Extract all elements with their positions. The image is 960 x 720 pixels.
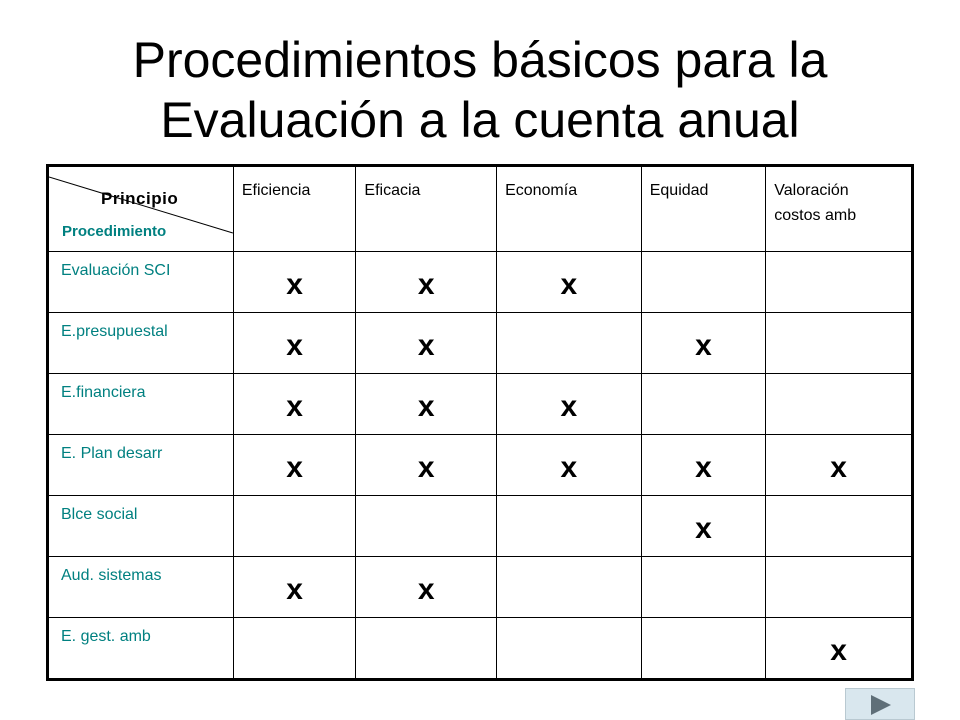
matrix-cell [233, 557, 356, 618]
matrix-cell [641, 313, 766, 374]
matrix-cell [766, 374, 913, 435]
row-header [48, 435, 234, 496]
matrix-cell [233, 496, 356, 557]
header-row [48, 166, 913, 252]
matrix-cell [233, 618, 356, 680]
matrix-cell [766, 496, 913, 557]
check-mark: x [286, 451, 303, 484]
check-mark [642, 374, 766, 392]
check-mark [497, 618, 641, 636]
column-header-economia [497, 166, 642, 252]
row-label: E.presupuestal [61, 323, 168, 340]
check-mark [356, 496, 496, 514]
matrix-cell [356, 252, 497, 313]
matrix-cell [497, 557, 642, 618]
matrix-cell [497, 435, 642, 496]
check-mark: x [830, 451, 847, 484]
next-slide-button[interactable] [845, 688, 915, 720]
play-right-icon [869, 694, 893, 716]
row-label: Evaluación SCI [61, 262, 171, 279]
check-mark [234, 618, 356, 636]
row-label: Blce social [61, 506, 138, 523]
matrix-cell [766, 313, 913, 374]
matrix-cell [497, 313, 642, 374]
matrix-cell [766, 435, 913, 496]
matrix-cell [233, 374, 356, 435]
table-row [48, 313, 913, 374]
procedures-matrix [46, 164, 914, 681]
table-row [48, 374, 913, 435]
row-label: E.financiera [61, 384, 146, 401]
matrix-cell [356, 496, 497, 557]
matrix-cell [766, 618, 913, 680]
check-mark [766, 557, 911, 575]
matrix-cell [641, 618, 766, 680]
matrix-cell [356, 618, 497, 680]
matrix-cell [497, 252, 642, 313]
row-header [48, 618, 234, 680]
slide-title [0, 30, 960, 150]
column-header-label: Economía [505, 182, 578, 199]
check-mark: x [286, 390, 303, 423]
check-mark: x [417, 329, 435, 362]
check-mark: x [286, 268, 303, 301]
column-header-equidad [641, 166, 766, 252]
matrix-cell [497, 618, 642, 680]
table-row [48, 618, 913, 680]
check-mark: x [560, 390, 578, 423]
check-mark: x [417, 573, 435, 606]
check-mark [356, 618, 496, 636]
check-mark [766, 313, 911, 331]
check-mark [642, 252, 766, 270]
column-header-valoracion [766, 166, 913, 252]
column-header-label: Eficacia [364, 182, 421, 199]
table-row [48, 496, 913, 557]
check-mark: x [417, 451, 435, 484]
check-mark: x [417, 390, 435, 423]
matrix-cell [233, 313, 356, 374]
table-row [48, 557, 913, 618]
check-mark [234, 496, 356, 514]
check-mark [642, 557, 766, 575]
row-label: E. gest. amb [61, 628, 151, 645]
check-mark: x [695, 451, 712, 484]
check-mark: x [286, 329, 303, 362]
column-header-label: Equidad [649, 182, 709, 199]
check-mark: x [830, 634, 847, 667]
slide-title-line-2: Evaluación a la cuenta anual [160, 92, 800, 148]
corner-cell [48, 166, 234, 252]
row-header [48, 374, 234, 435]
matrix-cell [641, 496, 766, 557]
check-mark: x [417, 268, 435, 301]
column-header-eficiencia [233, 166, 356, 252]
matrix-cell [641, 252, 766, 313]
check-mark: x [560, 451, 578, 484]
matrix-cell [497, 374, 642, 435]
column-header-label: Valoración costos amb [774, 182, 857, 224]
column-header-label: Eficiencia [241, 182, 311, 199]
matrix-cell [641, 435, 766, 496]
check-mark [766, 374, 911, 392]
matrix-cell [766, 557, 913, 618]
check-mark: x [695, 512, 712, 545]
corner-label-procedimiento: Procedimiento [62, 223, 167, 240]
matrix-cell [641, 374, 766, 435]
check-mark [497, 496, 641, 514]
table-row [48, 435, 913, 496]
row-header [48, 252, 234, 313]
row-header [48, 496, 234, 557]
check-mark [642, 618, 766, 636]
check-mark [766, 496, 911, 514]
check-mark [766, 252, 911, 270]
check-mark [497, 557, 641, 575]
table-row [48, 252, 913, 313]
row-header [48, 557, 234, 618]
matrix-cell [356, 557, 497, 618]
row-label: E. Plan desarr [61, 445, 163, 462]
matrix-cell [356, 435, 497, 496]
check-mark [497, 313, 641, 331]
matrix-cell [233, 435, 356, 496]
matrix-cell [233, 252, 356, 313]
row-header [48, 313, 234, 374]
check-mark: x [286, 573, 303, 606]
row-label: Aud. sistemas [61, 567, 162, 584]
column-header-eficacia [356, 166, 497, 252]
check-mark: x [560, 268, 578, 301]
matrix-cell [356, 374, 497, 435]
matrix-cell [356, 313, 497, 374]
matrix-cell [766, 252, 913, 313]
matrix-cell [641, 557, 766, 618]
check-mark: x [695, 329, 712, 362]
slide-title-line-1: Procedimientos básicos para la [132, 32, 828, 88]
matrix-cell [497, 496, 642, 557]
corner-label-principio: Principio [101, 189, 179, 208]
